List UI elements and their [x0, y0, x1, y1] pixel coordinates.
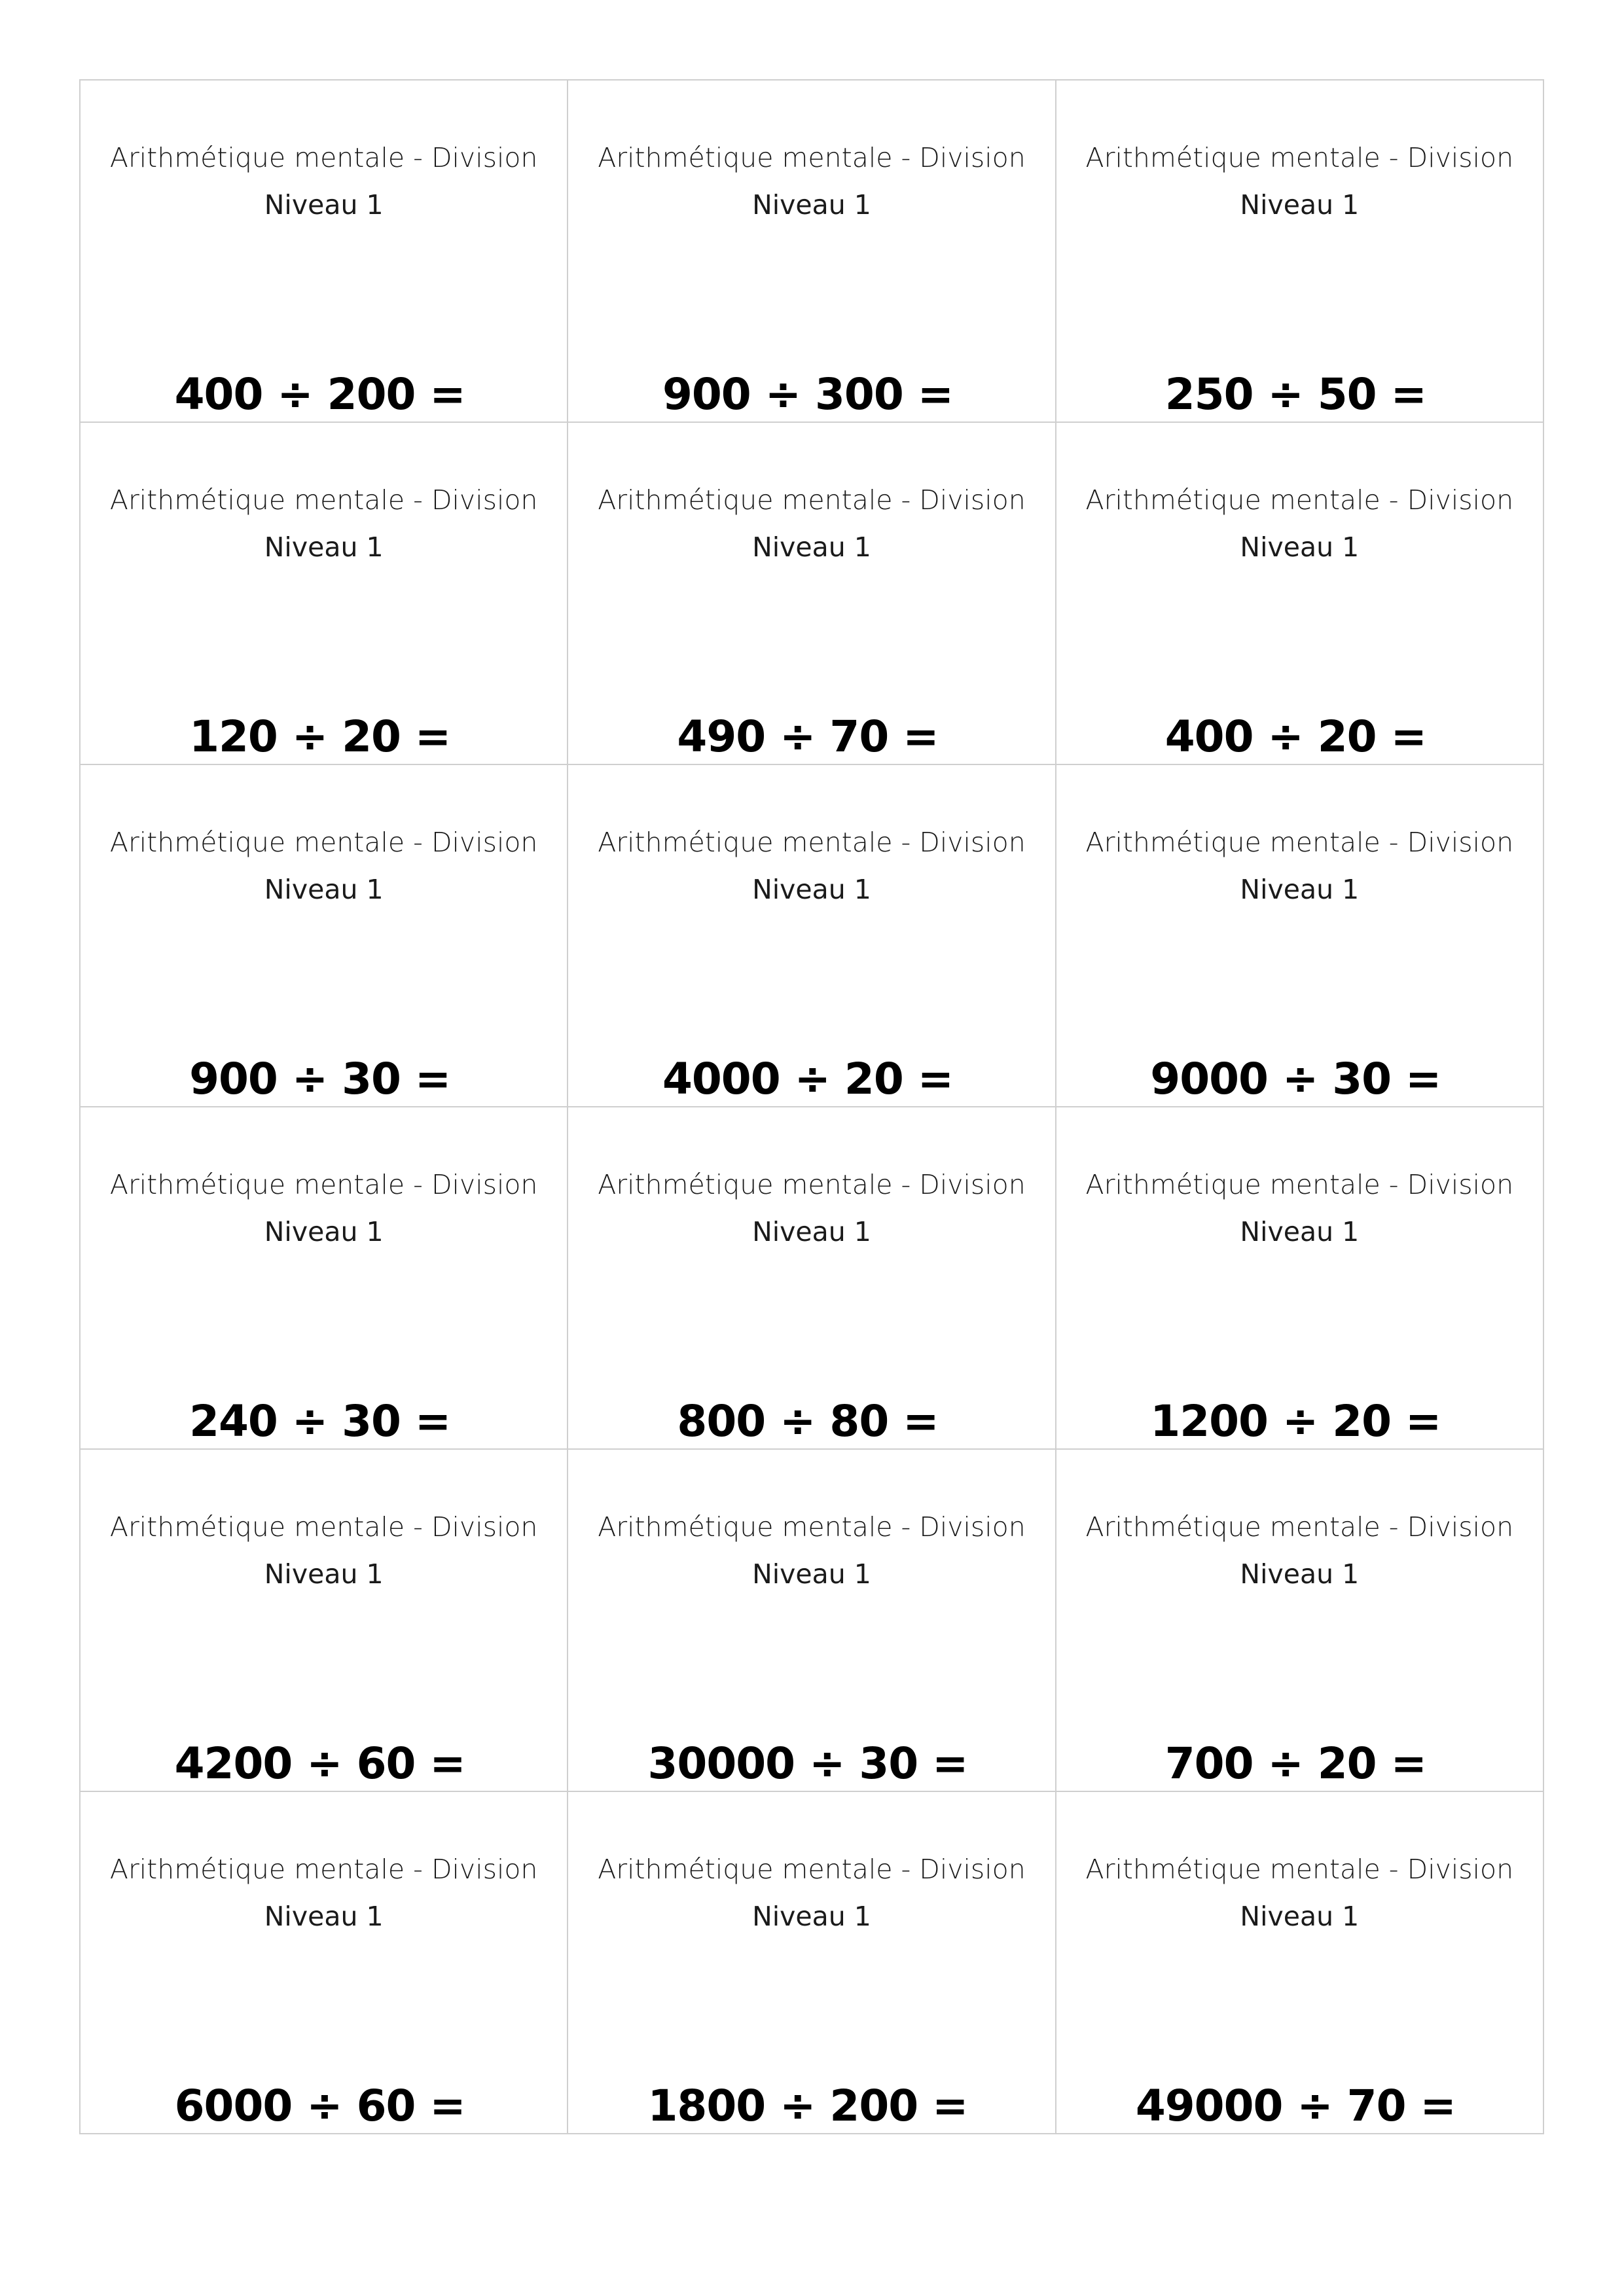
flashcard — [81, 81, 568, 423]
card-title: Arithmétique mentale - Division — [1085, 827, 1514, 858]
card-level: Niveau 1 — [264, 531, 384, 563]
flashcard — [568, 81, 1056, 423]
card-level: Niveau 1 — [1240, 1901, 1360, 1932]
division-problem: 120 ÷ 20 = — [189, 711, 451, 762]
flashcard — [81, 1450, 568, 1792]
division-problem: 400 ÷ 200 = — [174, 369, 465, 420]
division-problem: 900 ÷ 300 = — [662, 369, 954, 420]
flashcard — [568, 765, 1056, 1107]
card-level: Niveau 1 — [752, 1558, 871, 1590]
card-level: Niveau 1 — [1240, 1216, 1360, 1247]
division-problem: 6000 ÷ 60 = — [174, 2081, 465, 2131]
card-level: Niveau 1 — [752, 874, 871, 905]
card-level: Niveau 1 — [264, 1216, 384, 1247]
division-problem: 490 ÷ 70 = — [677, 711, 939, 762]
card-title: Arithmétique mentale - Division — [1085, 1169, 1514, 1200]
division-problem: 250 ÷ 50 = — [1164, 369, 1426, 420]
card-level: Niveau 1 — [264, 1558, 384, 1590]
card-level: Niveau 1 — [264, 189, 384, 221]
card-title: Arithmétique mentale - Division — [598, 142, 1026, 173]
division-problem: 1200 ÷ 20 = — [1150, 1396, 1441, 1446]
division-problem: 800 ÷ 80 = — [677, 1396, 939, 1446]
division-problem: 30000 ÷ 30 = — [647, 1738, 968, 1789]
card-title: Arithmétique mentale - Division — [1085, 1854, 1514, 1885]
card-title: Arithmétique mentale - Division — [1085, 1511, 1514, 1543]
card-level: Niveau 1 — [1240, 874, 1360, 905]
flashcard — [1056, 423, 1544, 765]
card-level: Niveau 1 — [752, 1901, 871, 1932]
flashcard — [81, 765, 568, 1107]
division-problem: 700 ÷ 20 = — [1164, 1738, 1426, 1789]
card-level: Niveau 1 — [264, 1901, 384, 1932]
division-problem: 4200 ÷ 60 = — [174, 1738, 465, 1789]
flashcard — [1056, 81, 1544, 423]
card-title: Arithmétique mentale - Division — [598, 1169, 1026, 1200]
card-title: Arithmétique mentale - Division — [109, 142, 538, 173]
flashcard — [568, 1450, 1056, 1792]
card-title: Arithmétique mentale - Division — [598, 1511, 1026, 1543]
card-title: Arithmétique mentale - Division — [598, 484, 1026, 516]
card-title: Arithmétique mentale - Division — [598, 827, 1026, 858]
flashcard — [1056, 1792, 1544, 2134]
flashcard — [1056, 1107, 1544, 1450]
flashcard-sheet — [79, 79, 1544, 2134]
division-problem: 1800 ÷ 200 = — [647, 2081, 968, 2131]
flashcard — [568, 1792, 1056, 2134]
card-title: Arithmétique mentale - Division — [109, 1854, 538, 1885]
flashcard — [568, 423, 1056, 765]
division-problem: 400 ÷ 20 = — [1164, 711, 1426, 762]
division-problem: 900 ÷ 30 = — [189, 1054, 451, 1104]
flashcard — [1056, 1450, 1544, 1792]
division-problem: 240 ÷ 30 = — [189, 1396, 451, 1446]
card-title: Arithmétique mentale - Division — [109, 484, 538, 516]
card-title: Arithmétique mentale - Division — [598, 1854, 1026, 1885]
division-problem: 9000 ÷ 30 = — [1150, 1054, 1441, 1104]
division-problem: 4000 ÷ 20 = — [662, 1054, 954, 1104]
card-level: Niveau 1 — [752, 189, 871, 221]
flashcard — [81, 1792, 568, 2134]
card-level: Niveau 1 — [1240, 189, 1360, 221]
flashcard — [1056, 765, 1544, 1107]
flashcard — [81, 1107, 568, 1450]
flashcard — [568, 1107, 1056, 1450]
card-title: Arithmétique mentale - Division — [1085, 142, 1514, 173]
card-title: Arithmétique mentale - Division — [109, 827, 538, 858]
division-problem: 49000 ÷ 70 = — [1135, 2081, 1456, 2131]
card-level: Niveau 1 — [264, 874, 384, 905]
card-level: Niveau 1 — [1240, 1558, 1360, 1590]
card-title: Arithmétique mentale - Division — [109, 1169, 538, 1200]
card-title: Arithmétique mentale - Division — [1085, 484, 1514, 516]
card-title: Arithmétique mentale - Division — [109, 1511, 538, 1543]
flashcard — [81, 423, 568, 765]
card-level: Niveau 1 — [752, 1216, 871, 1247]
card-level: Niveau 1 — [1240, 531, 1360, 563]
card-level: Niveau 1 — [752, 531, 871, 563]
